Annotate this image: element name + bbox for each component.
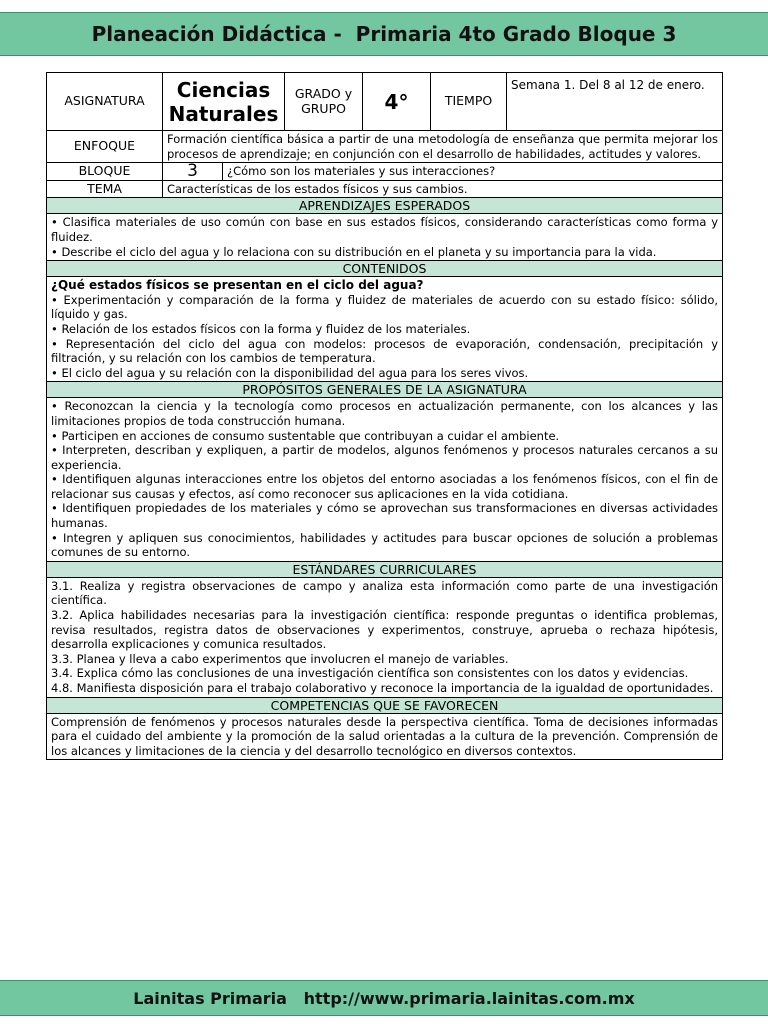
list-item: • Relación de los estados físicos con la forma y fluidez de los materiales. [51,321,471,336]
list-item: • Experimentación y comparación de la forma y fluidez de materiales de acuerdo con su estado físico: sólido, líquido y gas. [51,292,719,322]
asignatura-value: Ciencias Naturales [163,73,285,131]
list-item: • Representación del ciclo del agua con modelos: procesos de evaporación, condensación, precipitación y filtración, y su relación con los cambios de temperatura. [51,336,719,366]
grado-label: GRADO y GRUPO [285,73,363,131]
bloque-value: ¿Cómo son los materiales y sus interacciones? [223,163,723,181]
enfoque-label: ENFOQUE [47,131,163,163]
footer-banner [0,980,768,1016]
aprendizajes-list [47,214,723,261]
list-item: 3.2. Aplica habilidades necesarias para la investigación científica: responde preguntas o identifica problemas, revisa resultados, registra datos de observaciones y experimentos, construye, aprueba o rechaza hipótesis, desarrolla explicaciones y comunica resultados. [51,608,719,652]
list-item: • Describe el ciclo del agua y lo relaciona con su distribución en el planeta y su importancia para la vida. [51,244,657,259]
enfoque-value: Formación científica básica a partir de una metodología de enseñanza que permita mejorar los procesos de aprendizaje; en conjunción con el desarrollo de habilidades, actitudes y valores. [163,131,723,163]
list-item: • Integren y apliquen sus conocimientos, habilidades y actitudes para buscar opciones de solución a problemas comunes de su entorno. [51,530,719,560]
competencias-text: Comprensión de fenómenos y procesos naturales desde la perspectiva científica. Toma de decisiones informadas para el cuidado del ambiente y la promoción de la salud orientadas a la cultura de la prevención. Comprensión de los alcances y limitaciones de la ciencia y del desarrollo tecnológico en diversos contextos. [47,713,723,760]
planning-table [46,72,723,760]
contenidos-list [47,277,723,382]
list-item: • Reconozcan la ciencia y la tecnología como procesos en actualización permanente, con los alcances y las limitaciones propios de toda construcción humana. [51,399,719,428]
footer-text: Lainitas Primaria http://www.primaria.lainitas.com.mx [133,988,635,1008]
estandares-heading: ESTÁNDARES CURRICULARES [47,561,723,577]
propositos-list [47,398,723,562]
list-item: 3.4. Explica cómo las conclusiones de una investigación científica son consistentes con los datos y evidencias. [51,666,689,681]
list-item: 4.8. Manifiesta disposición para el trabajo colaborativo y reconoce la importancia de la igualdad de oportunidades. [51,681,714,695]
list-item: • El ciclo del agua y su relación con la disponibilidad del agua para los seres vivos. [51,365,529,380]
contenidos-heading: CONTENIDOS [47,261,723,277]
competencias-heading: COMPETENCIAS QUE SE FAVORECEN [47,697,723,713]
page-title: Planeación Didáctica - Primaria 4to Grado Bloque 3 [91,22,677,46]
bloque-label: BLOQUE [47,163,163,181]
list-item: • Identifiquen propiedades de los materiales y cómo se aprovechan sus transformaciones en diversas actividades humanas. [51,501,719,531]
bloque-number: 3 [163,163,223,181]
tema-value: Características de los estados físicos y sus cambios. [163,180,723,198]
list-item: • Participen en acciones de consumo sustentable que contribuyan a cuidar el ambiente. [51,428,560,443]
tiempo-value: Semana 1. Del 8 al 12 de enero. [507,73,723,131]
page-title-banner [0,12,768,56]
aprendizajes-heading: APRENDIZAJES ESPERADOS [47,198,723,214]
list-item: 3.1. Realiza y registra observaciones de campo y analiza esta información como parte de una investigación científica. [51,578,719,608]
contenidos-question: ¿Qué estados físicos se presentan en el ciclo del agua? [51,278,424,293]
estandares-list [47,577,723,697]
list-item: • Clasifica materiales de uso común con base en sus estados físicos, considerando características como forma y fluidez. [51,215,719,244]
list-item: 3.3. Planea y lleva a cabo experimentos que involucren el manejo de variables. [51,651,509,666]
tiempo-label: TIEMPO [431,73,507,131]
grado-value: 4° [363,73,431,131]
tema-label: TEMA [47,180,163,198]
list-item: • Interpreten, describan y expliquen, a partir de modelos, algunos fenómenos y procesos naturales cercanos a su experiencia. [51,443,719,472]
propositos-heading: PROPÓSITOS GENERALES DE LA ASIGNATURA [47,382,723,398]
list-item: • Identifiquen algunas interacciones entre los objetos del entorno asociadas a los fenómenos físicos, con el fin de relacionar sus causas y efectos, así como reconocer sus aplicaciones en la vida cotidiana. [51,472,719,501]
asignatura-label: ASIGNATURA [47,73,163,131]
